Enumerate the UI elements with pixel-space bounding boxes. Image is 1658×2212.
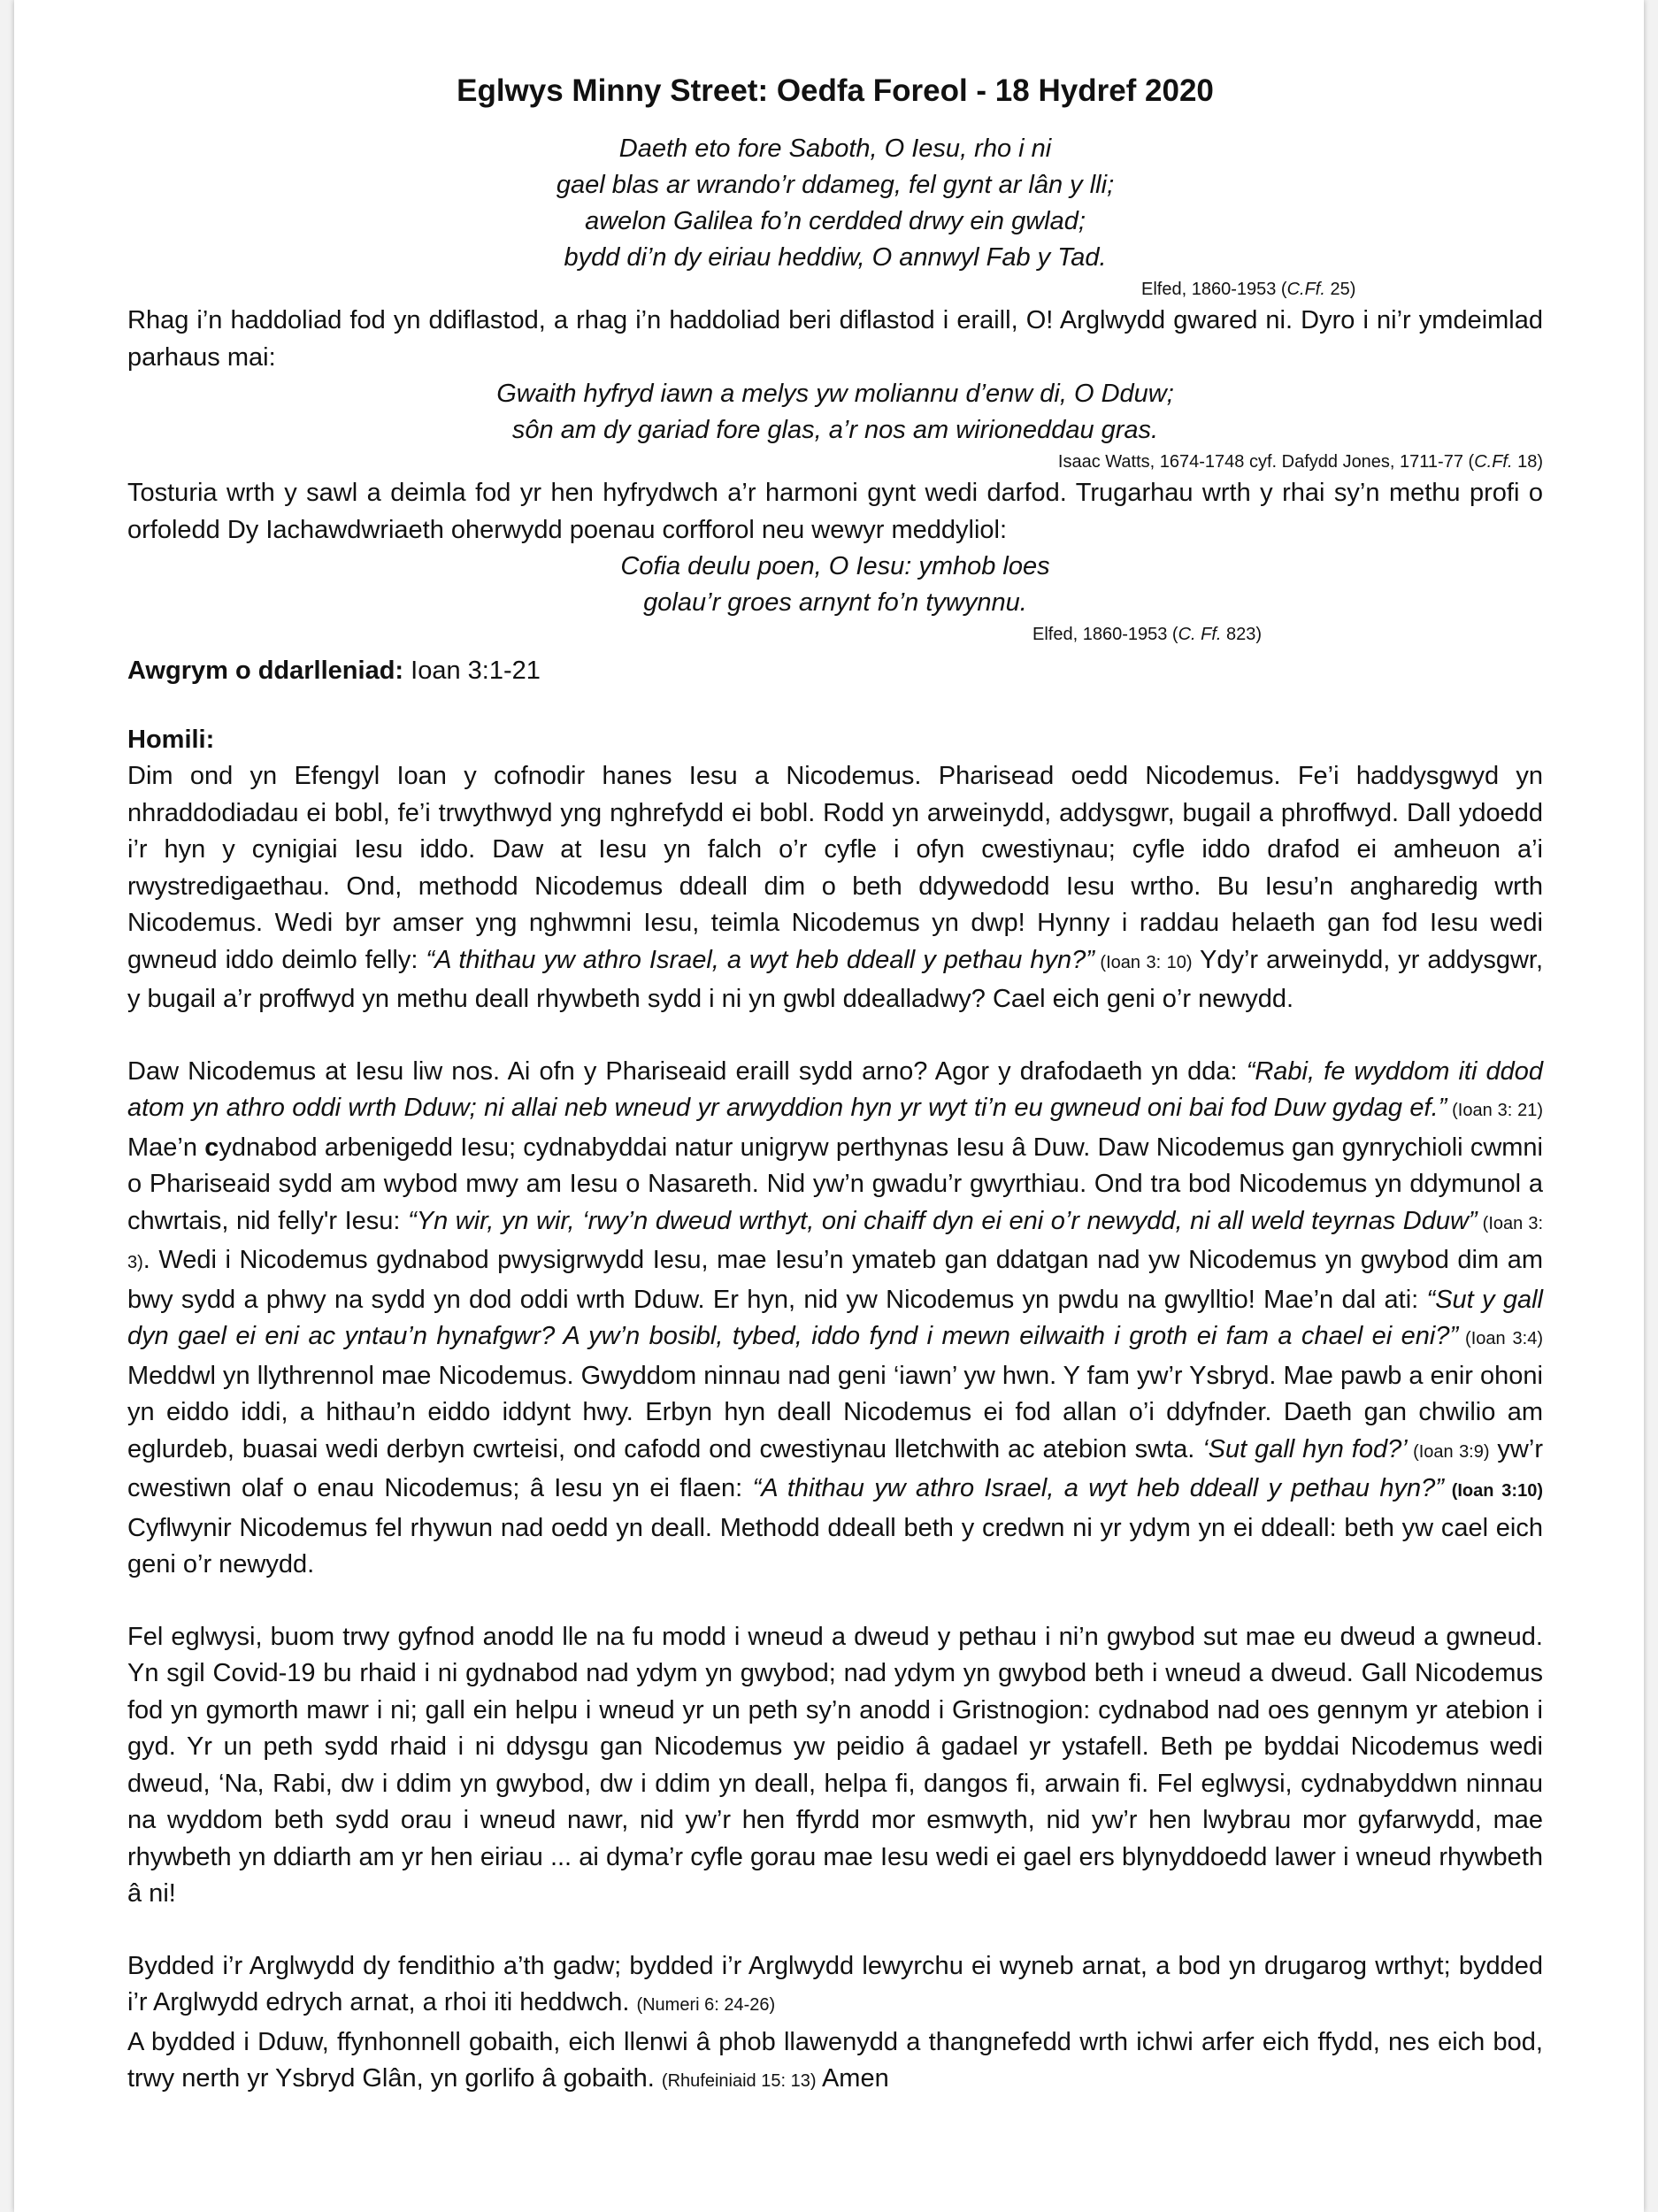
hymn-1-credit: Elfed, 1860-1953 (C.Ff. 25) bbox=[1141, 280, 1356, 299]
homily-paragraph-2: Daw Nicodemus at Iesu liw nos. Ai ofn y Phariseaid eraill sydd arno? Agor y drafodaeth yn dda: “Rabi, fe wyddom iti ddod atom yn athro oddi wrth Dduw; ni allai neb wneud yr arwyddion hyn yr wyt ti’n eu gwneud oni bai fod Duw gydag ef.” (Ioan 3: 21) Mae’n cydnabod arbenigedd Iesu; cydnabyddai natur unigryw perthynas Iesu â Duw. Daw Nicodemus gan gynrychioli cwmni o Phariseaid sydd am wybod mwy am Iesu o Nasareth. Nid yw’n gwadu’r gwyrthiau. Ond tra bod Nicodemus yn ddymunol a chwrtais, nid felly'r Iesu: “Yn wir, yn wir, ‘rwy’n dweud wrthyt, oni chaiff dyn ei eni o’r newydd, ni all weld teyrnas Dduw” (Ioan 3: 3). Wedi i Nicodemus gydnabod pwysigrwydd Iesu, mae Iesu’n ymateb gan ddatgan nad yw Nicodemus yn gwybod dim am bwy sydd a phwy na sydd yn dod oddi wrth Dduw. Er hyn, nid yw Nicodemus yn pwdu na gwylltio! Mae’n dal ati: “Sut y gall dyn gael ei eni ac yntau’n hynafgwr? A yw’n bosibl, tybed, iddo fynd i mewn eilwaith i groth ei fam a chael ei eni?” (Ioan 3:4) Meddwl yn llythrennol mae Nicodemus. Gwyddom ninnau nad geni ‘iawn’ yw hwn. Y fam yw’r Ysbryd. Mae pawb a enir ohoni yn eiddo iddi, a hithau’n eiddo iddynt hwy. Erbyn hyn deall Nicodemus ei fod allan o’i ddyfnder. Daeth gan chwilio am eglurdeb, buasai wedi derbyn cwrteisi, ond cafodd ond cwestiynau lletchwith ac atebion swta. ‘Sut gall hyn fod?’ (Ioan 3:9) yw’r cwestiwn olaf o enau Nicodemus; â Iesu yn ei flaen: “A thithau yw athro Israel, a wyt heb ddeall y pethau hyn?” (Ioan 3:10) Cyflwynir Nicodemus fel rhywun nad oedd yn deall. Methodd ddeall beth y credwn ni yr ydym yn ei ddeall: beth yw cael eich geni o’r newydd. bbox=[127, 1056, 1544, 1578]
hymn-1-line: Daeth eto fore Saboth, O Iesu, rho i ni bbox=[618, 134, 1052, 163]
hymn-1-line: awelon Galilea fo’n cerdded drwy ein gwlad; bbox=[585, 207, 1086, 235]
document-content bbox=[127, 71, 1543, 2101]
prayer-paragraph-1: Rhag i’n haddoliad fod yn ddiflastod, a rhag i’n haddoliad beri diflastod i eraill, O! Arglwydd gwared ni. Dyro i ni’r ymdeimlad parhaus mai: bbox=[127, 306, 1543, 372]
suggested-reading: Awgrym o ddarlleniad: Ioan 3:1-21 bbox=[127, 657, 541, 685]
blessing-1: Bydded i’r Arglwydd dy fendithio a’th gadw; bydded i’r Arglwydd lewyrchu ei wyneb arnat, a bod yn drugarog wrthyt; bydded i’r Arglwydd edrych arnat, a rhoi iti heddwch. (Numeri 6: 24-26) bbox=[127, 1951, 1543, 2016]
hymn-1 bbox=[127, 131, 1543, 303]
hymn-3-line: Cofia deulu poen, O Iesu: ymhob loes bbox=[620, 552, 1050, 580]
homily-heading: Homili: bbox=[127, 725, 215, 754]
hymn-3-line: golau’r groes arnynt fo’n tywynnu. bbox=[643, 588, 1027, 617]
blessing-2: A bydded i Dduw, ffynhonnell gobaith, eich llenwi â phob llawenydd a thangnefedd wrth ichwi arfer eich ffydd, nes eich bod, trwy nerth yr Ysbryd Glân, yn gorlifo â gobaith. (Rhufeiniaid 15: 13) Amen bbox=[127, 2027, 1543, 2093]
hymn-3 bbox=[127, 549, 1543, 648]
hymn-1-line: gael blas ar wrando’r ddameg, fel gynt ar lân y lli; bbox=[556, 171, 1115, 199]
hymn-1-line: bydd di’n dy eiriau heddiw, O annwyl Fab y Tad. bbox=[564, 243, 1107, 272]
homily-paragraph-3: Fel eglwysi, buom trwy gyfnod anodd lle na fu modd i wneud a dweud y pethau i ni’n gwybod sut mae eu dweud a gwneud. Yn sgil Covid-19 bu rhaid i ni gydnabod nad ydym yn gwybod; nad ydym yn gwybod beth i wneud a dweud. Gall Nicodemus fod yn gymorth mawr i ni; gall ein helpu i wneud yr un peth sy’n anodd i Gristnogion: cydnabod nad oes gennym yr atebion i gyd. Yr un peth sydd rhaid i ni ddysgu gan Nicodemus yw peidio â gadael yr ystafell. Beth pe byddai Nicodemus wedi dweud, ‘Na, Rabi, dw i ddim yn gwybod, dw i ddim yn deall, helpa fi, dangos fi, arwain fi. Fel eglwysi, cydnabyddwn ninnau na wyddom beth sydd orau i wneud nawr, nid yw’r hen ffyrdd mor esmwyth, nid yw’r hen lwybrau mor gyfarwydd, mae rhywbeth yn ddiarth am yr hen eiriau ... ai dyma’r cyfle gorau mae Iesu wedi ei gael ers blynyddoedd lawer i wneud rhywbeth â ni! bbox=[127, 1622, 1543, 1908]
prayer-paragraph-2: Tosturia wrth y sawl a deimla fod yr hen hyfrydwch a’r harmoni gynt wedi darfod. Trugarhau wrth y rhai sy’n methu profi o orfoledd Dy Iachawdwriaeth oherwydd poenau corfforol neu wewyr meddyliol: bbox=[127, 479, 1543, 544]
hymn-2-credit: Isaac Watts, 1674-1748 cyf. Dafydd Jones, 1711-77 (C.Ff. 18) bbox=[1057, 452, 1543, 472]
homily-paragraph-1: Dim ond yn Efengyl Ioan y cofnodir hanes Iesu a Nicodemus. Pharisead oedd Nicodemus. Fe’i haddysgwyd yn nhraddodiadau ei bobl, fe’i trwythwyd yng nghrefydd ei bobl. Rodd yn arweinydd, addysgwr, bugail a phroffwyd. Dall ydoedd i’r hyn y cynigiai Iesu iddo. Daw at Iesu yn falch o’r cyfle i ofyn cwestiynau; cyfle iddo drafod ei amheuon a’i rwystredigaethau. Ond, methodd Nicodemus ddeall dim o beth ddywedodd Iesu wrtho. Bu Iesu’n angharedig wrth Nicodemus. Wedi byr amser yng nghwmni Iesu, teimla Nicodemus yn dwp! Hynny i raddau helaeth gan fod Iesu wedi gwneud iddo deimlo felly: “A thithau yw athro Israel, a wyt heb ddeall y pethau hyn?” (Ioan 3: 10) Ydy’r arweinydd, yr addysgwr, y bugail a’r proffwyd yn methu deall rhywbeth sydd i ni yn gwbl ddealladwy? Cael eich geni o’r newydd. bbox=[127, 762, 1544, 1013]
hymn-2 bbox=[127, 376, 1543, 475]
document-page bbox=[14, 0, 1644, 2212]
hymn-3-credit: Elfed, 1860-1953 (C. Ff. 823) bbox=[1032, 625, 1263, 644]
hymn-2-line: Gwaith hyfryd iawn a melys yw moliannu d’enw di, O Dduw; bbox=[496, 380, 1174, 408]
hymn-2-line: sôn am dy gariad fore glas, a’r nos am wirioneddau gras. bbox=[511, 416, 1159, 444]
page-title: Eglwys Minny Street: Oedfa Foreol - 18 Hydref 2020 bbox=[457, 73, 1214, 108]
